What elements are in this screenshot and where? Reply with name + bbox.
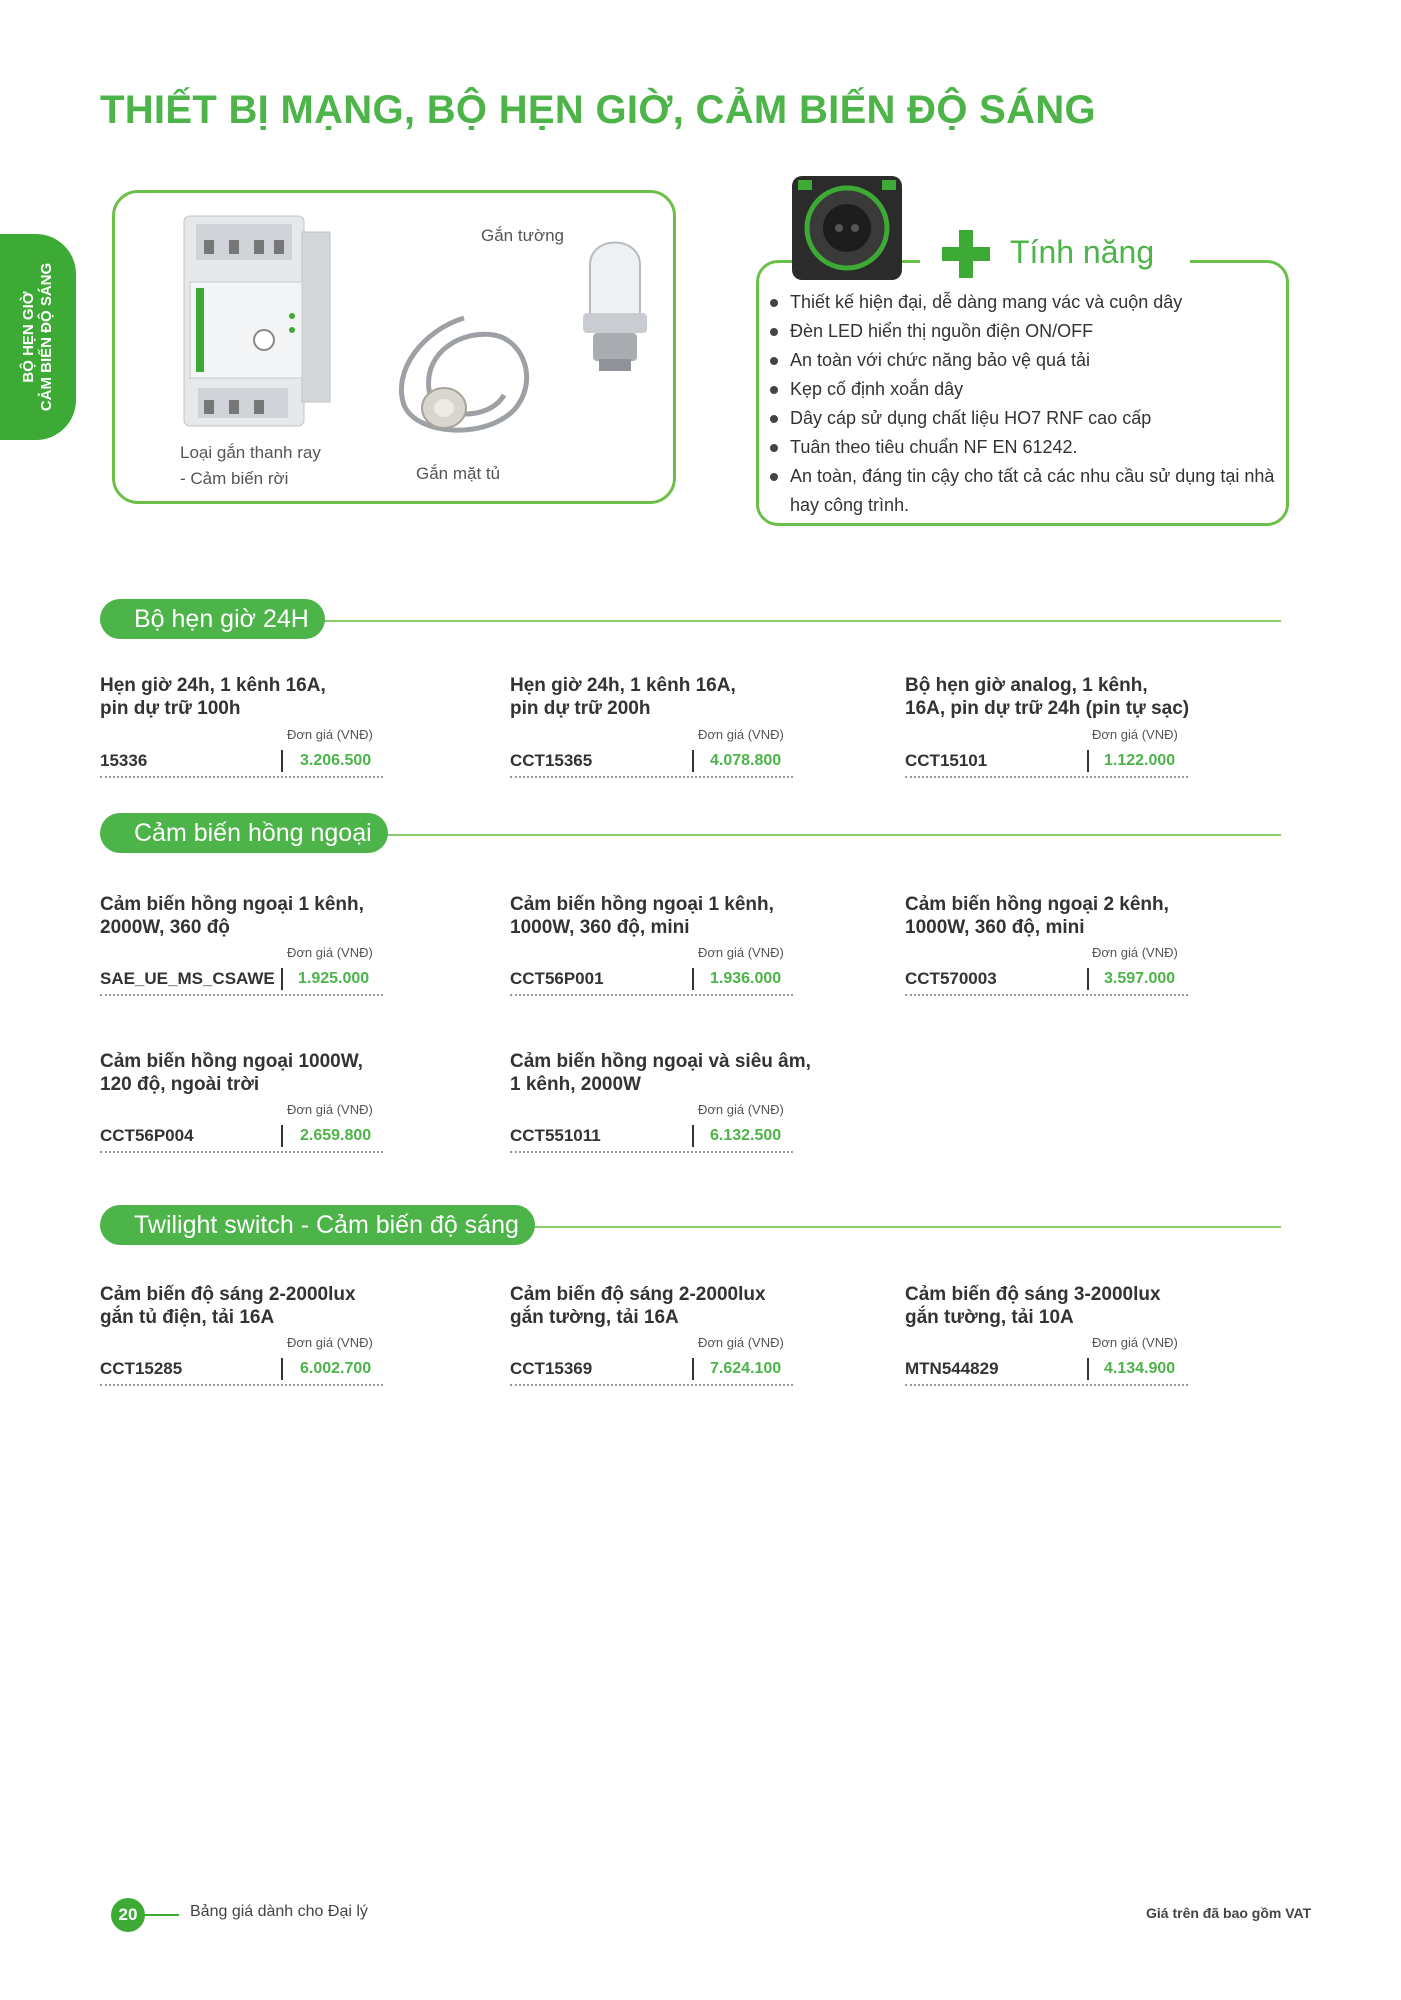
side-tab-line1: BỘ HẸN GIỜ (20, 291, 37, 383)
product-card (100, 893, 364, 939)
product-name: Hẹn giờ 24h, 1 kênh 16A, (510, 675, 736, 696)
product-price: 4.134.900 (1104, 1360, 1176, 1377)
price-label: Đơn giá (VNĐ) (1092, 945, 1178, 960)
product-name-line2: gắn tường, tải 10A (905, 1307, 1074, 1328)
caption-wall-mount: Gắn tường (481, 226, 565, 245)
product-price: 2.659.800 (300, 1127, 372, 1144)
caption-rail-mount: Loại gắn thanh ray (180, 443, 321, 462)
product-card (100, 674, 326, 720)
product-name: Cảm biến độ sáng 2-2000lux (510, 1284, 766, 1305)
product-code: CCT551011 (510, 1126, 601, 1145)
product-price: 1.925.000 (298, 970, 370, 987)
product-name-line2: 1000W, 360 độ, mini (510, 917, 690, 938)
product-name-line2: pin dự trữ 200h (510, 698, 651, 719)
product-card (510, 893, 774, 939)
product-price: 1.936.000 (710, 970, 782, 987)
feature-item: An toàn, đáng tin cậy cho tất cả các nhu cầu sử dụng tại nhà hay công trình. (770, 462, 1280, 520)
din-rail-timer-image (174, 212, 334, 436)
price-label: Đơn giá (VNĐ) (287, 1335, 373, 1350)
product-code: CCT15285 (100, 1359, 183, 1378)
panel-sensor-image (384, 310, 554, 450)
section-title-twilight: Twilight switch - Cảm biến độ sáng (100, 1205, 535, 1245)
product-price: 1.122.000 (1104, 752, 1176, 769)
product-name-line2: gắn tủ điện, tải 16A (100, 1307, 275, 1328)
product-price: 4.078.800 (710, 752, 782, 769)
page-title: THIẾT BỊ MẠNG, BỘ HẸN GIỜ, CẢM BIẾN ĐỘ SÁNG (100, 88, 1096, 132)
product-name: Bộ hẹn giờ analog, 1 kênh, (905, 675, 1148, 696)
product-name: Cảm biến hồng ngoại 1 kênh, (100, 894, 364, 915)
product-card (905, 1283, 1161, 1329)
product-name-line2: 2000W, 360 độ (100, 917, 230, 938)
price-label: Đơn giá (VNĐ) (698, 1335, 784, 1350)
product-code: CCT56P001 (510, 969, 604, 988)
feature-item: Tuân theo tiêu chuẩn NF EN 61242. (770, 433, 1280, 462)
price-label: Đơn giá (VNĐ) (1092, 727, 1178, 742)
product-code: 15336 (100, 751, 148, 770)
product-name-line2: 1000W, 360 độ, mini (905, 917, 1085, 938)
product-card (510, 1050, 811, 1096)
product-code: SAE_UE_MS_CSAWE (100, 969, 275, 988)
product-card (100, 1050, 363, 1096)
product-price: 6.132.500 (710, 1127, 782, 1144)
product-name-line2: 1 kênh, 2000W (510, 1074, 641, 1095)
product-code: CCT15369 (510, 1359, 593, 1378)
features-list (770, 288, 1280, 520)
footer-right-text: Giá trên đã bao gồm VAT (1146, 1905, 1312, 1921)
product-code: MTN544829 (905, 1359, 999, 1378)
price-label: Đơn giá (VNĐ) (287, 727, 373, 742)
product-price: 6.002.700 (300, 1360, 372, 1377)
product-card (905, 893, 1169, 939)
product-card (100, 1283, 356, 1329)
caption-separate-sensor: - Cảm biến rời (180, 469, 289, 488)
product-card (510, 674, 736, 720)
product-code: CCT15365 (510, 751, 593, 770)
plus-icon (940, 228, 992, 280)
product-name-line2: gắn tường, tải 16A (510, 1307, 679, 1328)
price-label: Đơn giá (VNĐ) (287, 1102, 373, 1117)
price-label: Đơn giá (VNĐ) (698, 945, 784, 960)
side-section-tab (0, 234, 76, 440)
product-name: Hẹn giờ 24h, 1 kênh 16A, (100, 675, 326, 696)
price-label: Đơn giá (VNĐ) (287, 945, 373, 960)
features-title: Tính năng (1010, 234, 1155, 270)
side-tab-line2: CẢM BIẾN ĐỘ SÁNG (38, 262, 55, 412)
product-name-line2: pin dự trữ 100h (100, 698, 241, 719)
section-title-infrared: Cảm biến hồng ngoại (100, 813, 388, 853)
product-card (510, 1283, 766, 1329)
section-title-timer: Bộ hẹn giờ 24H (100, 599, 325, 639)
feature-item: An toàn với chức năng bảo vệ quá tải (770, 346, 1280, 375)
price-label: Đơn giá (VNĐ) (1092, 1335, 1178, 1350)
footer-left-text: Bảng giá dành cho Đại lý (190, 1903, 368, 1920)
product-name-line2: 16A, pin dự trữ 24h (pin tự sạc) (905, 698, 1190, 719)
product-name: Cảm biến độ sáng 3-2000lux (905, 1284, 1161, 1305)
product-card (905, 674, 1189, 720)
feature-item: Dây cáp sử dụng chất liệu HO7 RNF cao cấp (770, 404, 1280, 433)
product-name: Cảm biến độ sáng 2-2000lux (100, 1284, 356, 1305)
cable-reel-image (784, 170, 914, 290)
feature-item: Kẹp cố định xoắn dây (770, 375, 1280, 404)
product-price: 7.624.100 (710, 1360, 782, 1377)
wall-sensor-image (565, 225, 665, 375)
product-name: Cảm biến hồng ngoại và siêu âm, (510, 1051, 811, 1072)
product-name: Cảm biến hồng ngoại 2 kênh, (905, 894, 1169, 915)
price-label: Đơn giá (VNĐ) (698, 727, 784, 742)
feature-item: Thiết kế hiện đại, dễ dàng mang vác và cuộn dây (770, 288, 1280, 317)
product-name: Cảm biến hồng ngoại 1 kênh, (510, 894, 774, 915)
product-price: 3.206.500 (300, 752, 372, 769)
product-code: CCT570003 (905, 969, 997, 988)
side-tab-text (20, 263, 56, 411)
caption-panel-mount: Gắn mặt tủ (416, 464, 501, 483)
product-name: Cảm biến hồng ngoại 1000W, (100, 1051, 363, 1072)
price-label: Đơn giá (VNĐ) (698, 1102, 784, 1117)
product-code: CCT15101 (905, 751, 988, 770)
product-name-line2: 120 độ, ngoài trời (100, 1074, 260, 1095)
feature-item: Đèn LED hiển thị nguồn điện ON/OFF (770, 317, 1280, 346)
product-price: 3.597.000 (1104, 970, 1176, 987)
product-code: CCT56P004 (100, 1126, 194, 1145)
page-number: 20 (111, 1898, 145, 1932)
